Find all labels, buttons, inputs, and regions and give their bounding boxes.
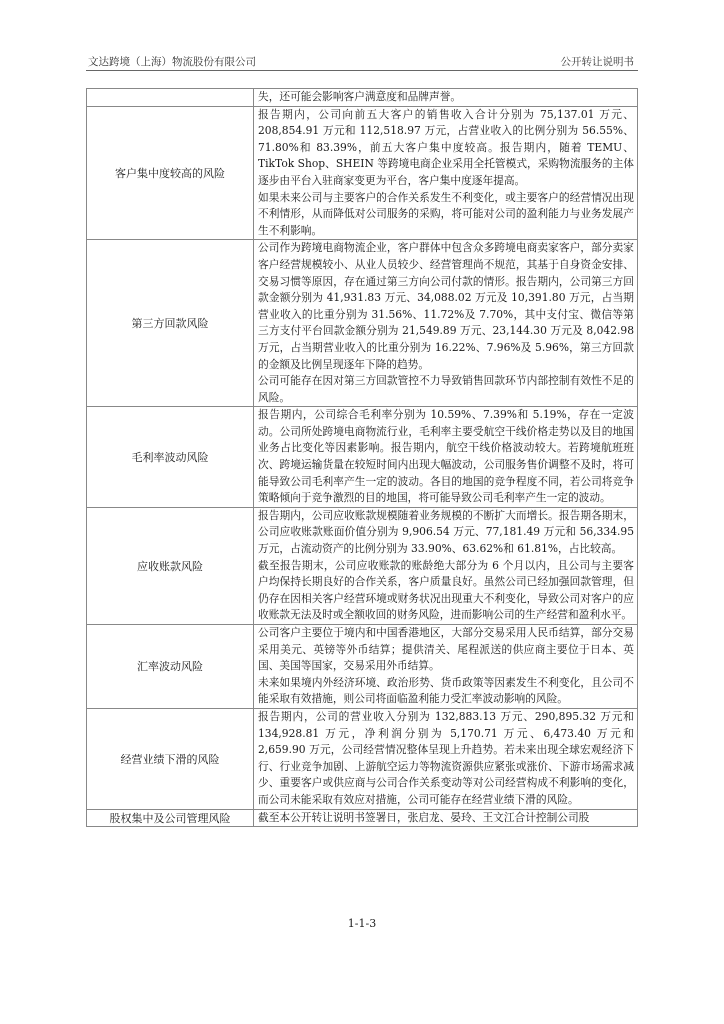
table-row	[87, 507, 638, 624]
risk-paragraph: 如果未来公司与主要客户的合作关系发生不利变化，或主要客户的经营情况出现不利情形，从而降低对公司服务的采购，将可能对公司的盈利能力与业务发展产生不利影响。	[258, 190, 634, 237]
risk-name: 股权集中及公司管理风险	[87, 809, 254, 827]
table-row	[87, 106, 638, 240]
risk-paragraph: 截至本公开转让说明书签署日，张启龙、晏玲、王文江合计控制公司股	[258, 810, 590, 824]
risk-description	[254, 240, 638, 407]
risk-description	[254, 507, 638, 624]
risk-description	[254, 625, 638, 709]
risk-name: 客户集中度较高的风险	[87, 106, 254, 240]
risk-name	[87, 89, 254, 107]
risk-paragraph: 失，还可能会影响客户满意度和品牌声誉。	[258, 90, 462, 103]
risk-name: 应收账款风险	[87, 507, 254, 624]
company-name: 文达跨境（上海）物流股份有限公司	[88, 56, 256, 68]
risk-paragraph: 公司客户主要位于境内和中国香港地区，大部分交易采用人民币结算，部分交易采用美元、英镑等外币结算；提供清关、尾程派送的供应商主要位于日本、英国、美国等国家，交易采用外币结算。	[258, 626, 634, 673]
table-row	[87, 809, 638, 827]
header-rule	[86, 70, 638, 71]
risk-description	[254, 89, 638, 107]
risk-paragraph: 报告期内，公司的营业收入分别为 132,883.13 万元、290,895.32 万元和 134,928.81 万元，净利润分别为 5,170.71 万元、6,473.40 万元和 2,659.90 万元，公司经营情况整体呈现上升趋势。若未来出现全球宏观经济下行、行业竞争加剧、上游航空运力等物流资源供应紧张或涨价、下游市场需求减少、重要客户或供应商与公司合作关系变动等对公司经营构成不利影响的变化，而公司未能采取有效应对措施，公司可能存在经营业绩下滑的风险。	[258, 709, 634, 806]
table-row	[87, 625, 638, 709]
risk-paragraph: 未来如果境内外经济环境、政治形势、货币政策等因素发生不利变化，且公司不能采取有效措施，则公司将面临盈利能力受汇率波动影响的风险。	[258, 675, 634, 706]
risk-paragraph: 报告期内，公司综合毛利率分别为 10.59%、7.39%和 5.19%，存在一定波动。公司所处跨境电商物流行业，毛利率主要受航空干线价格走势以及目的地国业务占比变化等因素影响。报告期内，航空干线价格波动较大。若跨境航班班次、跨境运输货量在较短时间内出现大幅波动，公司服务售价调整不及时，将可能导致公司毛利率产生一定的波动。各目的地国的竞争程度不同，若公司将竞争策略倾向于竞争激烈的目的地国，将可能导致公司毛利率产生一定的波动。	[258, 408, 634, 505]
table-row	[87, 407, 638, 508]
table-row	[87, 89, 638, 107]
risk-paragraph: 公司作为跨境电商物流企业，客户群体中包含众多跨境电商卖家客户，部分卖家客户经营规模较小、从业人员较少、经营管理尚不规范，其基于自身资金安排、交易习惯等原因，存在通过第三方向公司付款的情形。报告期内，公司第三方回款金额分别为 41,931.83 万元、34,088.02 万元及 10,391.80 万元，占当期营业收入的比重分别为 31.56%、11.72%及 7.70%，其中支付宝、微信等第三方支付平台回款金额分别为 21,549.89 万元、23,144.30 万元及 8,042.98 万元，占当期营业收入的比重分别为 16.22%、7.96%及 5.96%，第三方回款的金额及比例呈现逐年下降的趋势。	[258, 241, 634, 371]
page-number: 1-1-3	[347, 917, 377, 930]
table-row	[87, 708, 638, 809]
document-type: 公开转让说明书	[560, 56, 634, 68]
risk-description	[254, 708, 638, 809]
risk-description	[254, 106, 638, 240]
table-row	[87, 240, 638, 407]
risk-paragraph: 报告期内，公司应收账款规模随着业务规模的不断扩大而增长。报告期各期末，公司应收账款账面价值分别为 9,906.54 万元、77,181.49 万元和 56,334.95 万元，占流动资产的比例分别为 33.90%、63.62%和 61.81%，占比较高。	[258, 508, 634, 556]
risk-paragraph: 公司可能存在因对第三方回款管控不力导致销售回款环节内部控制有效性不足的风险。	[258, 374, 634, 404]
risk-name: 第三方回款风险	[87, 240, 254, 407]
risk-paragraph: 报告期内，公司向前五大客户的销售收入合计分别为 75,137.01 万元、208,854.91 万元和 112,518.97 万元，占营业收入的比例分别为 56.55%、71.80%和 83.39%，前五大客户集中度较高。报告期内，随着 TEMU、TikTok Shop、SHEIN 等跨境电商企业采用全托管模式，采购物流服务的主体逐步由平台入驻商家变更为平台，客户集中度逐年提高。	[258, 107, 634, 187]
risk-description	[254, 407, 638, 508]
risk-description	[254, 809, 638, 827]
risk-table	[86, 88, 638, 827]
risk-paragraph: 截至报告期末，公司应收账款的账龄绝大部分为 6 个月以内，且公司与主要客户均保持长期良好的合作关系，客户质量良好。虽然公司已经加强回款管理，但仍存在因相关客户经营环境或财务状况出现重大不利变化，导致公司对客户的应收账款无法及时或全额收回的财务风险，进而影响公司的生产经营和盈利水平。	[258, 558, 634, 622]
risk-name: 汇率波动风险	[87, 625, 254, 709]
page-header	[86, 50, 638, 70]
risk-name: 经营业绩下滑的风险	[87, 708, 254, 809]
risk-name: 毛利率波动风险	[87, 407, 254, 508]
